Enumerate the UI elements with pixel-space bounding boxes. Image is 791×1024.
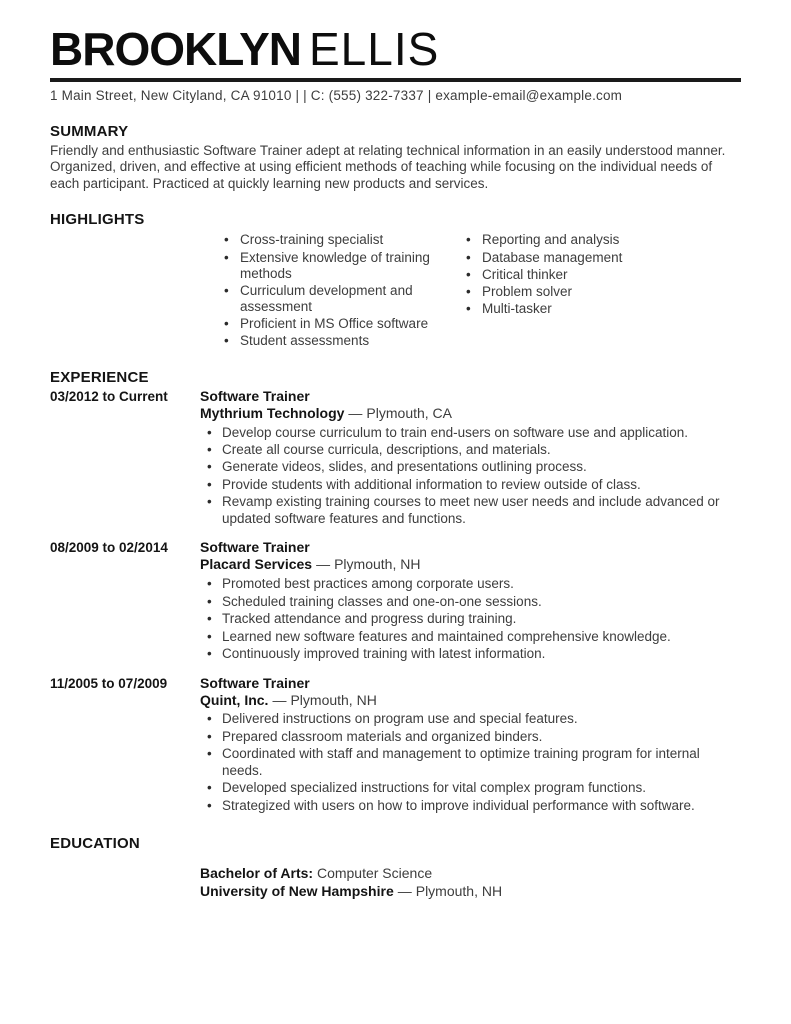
job-bullet: • Delivered instructions on program use and special features. [200, 711, 742, 727]
highlight-item: • Student assessments [222, 333, 464, 349]
job-company-line [200, 556, 743, 573]
highlight-item: • Multi-tasker [464, 301, 694, 317]
job-body [200, 388, 743, 529]
highlights-heading: HIGHLIGHTS [50, 211, 145, 229]
highlight-item: • Problem solver [464, 284, 694, 300]
job-bullet-list [200, 576, 743, 662]
company-name: Quint, Inc. [200, 691, 269, 708]
job-bullet: • Continuously improved training with latest information. [200, 646, 742, 662]
education-body [200, 864, 743, 900]
job-body [200, 675, 743, 816]
highlight-item: • Curriculum development and assessment [222, 283, 464, 315]
highlight-item: • Database management [464, 250, 694, 266]
company-name: Placard Services [200, 556, 313, 573]
job-dates: 11/2005 to 07/2009 [50, 675, 168, 691]
job-title: Software Trainer [200, 387, 310, 404]
job-bullet-list [200, 425, 743, 528]
job-company-line [200, 405, 743, 422]
education-heading: EDUCATION [50, 835, 140, 853]
degree-field: Computer Science [316, 865, 433, 882]
company-name: Mythrium Technology [200, 404, 345, 421]
job-bullet: • Strategized with users on how to improve individual performance with software. [200, 798, 742, 814]
job-title: Software Trainer [200, 539, 310, 556]
company-location-dash: — [348, 404, 363, 421]
degree-label: Bachelor of Arts: [200, 865, 314, 882]
job-bullet: • Provide students with additional information to review outside of class. [200, 477, 742, 493]
job-bullet: • Tracked attendance and progress during training. [200, 611, 742, 627]
job-entry [50, 675, 743, 816]
job-bullet: • Developed specialized instructions for vital complex program functions. [200, 780, 742, 796]
experience-section [50, 369, 743, 816]
highlights-column-1 [222, 232, 464, 350]
summary-section [50, 123, 743, 192]
job-bullet: • Promoted best practices among corporate users. [200, 576, 742, 592]
highlight-item: • Extensive knowledge of training methods [222, 250, 464, 282]
highlight-item: • Proficient in MS Office software [222, 316, 464, 332]
highlight-item: • Cross-training specialist [222, 232, 464, 248]
job-bullet: • Revamp existing training courses to meet new user needs and include advanced or updated software features and functions. [200, 494, 742, 527]
highlights-column-2 [464, 232, 694, 350]
school-name: University of New Hampshire [200, 883, 394, 900]
last-name: ELLIS [309, 23, 440, 75]
school-location-dash: — [397, 883, 412, 900]
job-location: Plymouth, NH [334, 556, 421, 573]
job-location: Plymouth, NH [290, 691, 377, 708]
degree-line [200, 864, 743, 882]
job-bullet: • Create all course curricula, descriptions, and materials. [200, 442, 742, 458]
job-dates: 08/2009 to 02/2014 [50, 540, 168, 556]
job-bullet: • Develop course curriculum to train end-users on software use and application. [200, 425, 742, 441]
job-location: Plymouth, CA [366, 404, 453, 421]
highlights-columns [222, 232, 743, 350]
resume-header [50, 23, 743, 103]
job-entry [50, 388, 743, 529]
company-location-dash: — [272, 691, 287, 708]
job-bullet: • Generate videos, slides, and presentations outlining process. [200, 459, 742, 475]
job-body [200, 539, 743, 663]
highlights-section [50, 211, 743, 350]
job-dates: 03/2012 to Current [50, 388, 168, 404]
first-name: BROOKLYN [50, 23, 301, 75]
header-rule [50, 78, 741, 82]
job-bullet: • Prepared classroom materials and organized binders. [200, 729, 742, 745]
company-location-dash: — [316, 556, 331, 573]
experience-heading: EXPERIENCE [50, 368, 149, 386]
school-location: Plymouth, NH [415, 883, 503, 900]
school-line [200, 882, 743, 900]
job-bullet: • Coordinated with staff and management to optimize training program for internal needs. [200, 746, 742, 779]
job-bullet: • Learned new software features and maintained comprehensive knowledge. [200, 629, 742, 645]
contact-line: 1 Main Street, New Cityland, CA 91010 | | C: (555) 322-7337 | example-email@example.com [50, 87, 623, 103]
summary-text: Friendly and enthusiastic Software Trainer adept at relating technical information in an easily understood manner. Organized, driven, and effective at using efficient methods of teaching while focusing on the individual needs of each participant. Practiced at quickly learning new products and services. [50, 142, 726, 191]
candidate-name [50, 23, 743, 75]
job-company-line [200, 692, 743, 709]
summary-heading: SUMMARY [50, 122, 129, 140]
job-bullet-list [200, 711, 743, 814]
highlight-item: • Critical thinker [464, 267, 694, 283]
education-section [50, 835, 743, 900]
job-entry [50, 539, 743, 663]
job-title: Software Trainer [200, 674, 310, 691]
highlight-item: • Reporting and analysis [464, 232, 694, 248]
job-bullet: • Scheduled training classes and one-on-one sessions. [200, 594, 742, 610]
